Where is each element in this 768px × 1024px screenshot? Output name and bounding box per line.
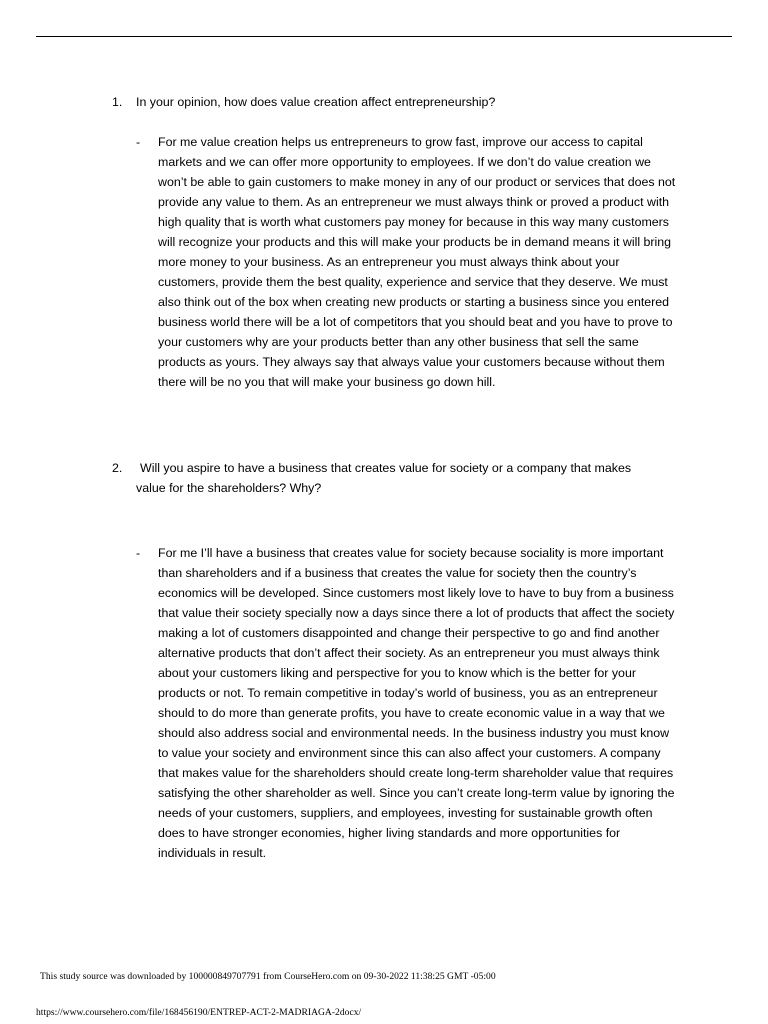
download-source-notice: This study source was downloaded by 100000849707791 from CourseHero.com on 09-30-2022 11:38:25 GMT -05:00: [40, 971, 496, 982]
question-1: [112, 92, 672, 112]
question-text: In your opinion, how does value creation affect entrepreneurship?: [136, 95, 496, 109]
source-url[interactable]: https://www.coursehero.com/file/168456190/ENTREP-ACT-2-MADRIAGA-2docx/: [36, 1007, 362, 1018]
answer-text: For me value creation helps us entrepreneurs to grow fast, improve our access to capital markets and we can offer more opportunity to employees. If we don’t do value creation we won’t be able to gain customers to make money in any of our product or services that does not provide any value to them. As an entrepreneur we must always think or proved a product with high quality that is worth what customers pay money for because in this way many customers will recognize your products and this will make your products be in demand means it will bring more money to your business. As an entrepreneur you must always think about your customers, provide them the best quality, experience and service that they deserve. We must also think out of the box when creating new products or starting a business since you entered business world there will be a lot of competitors that you should beat and you have to prove to your customers why are your products better than any other business that sell the same products as yours. They always say that always value your customers because without them there will be no you that will make your business go down hill.: [158, 135, 676, 389]
answer-text: For me I’ll have a business that creates value for society because sociality is more important than shareholders and if a business that creates the value for society then the country’s economics will be developed. Since customers most likely love to have to buy from a business that value their society specially now a days since there a lot of products that affect the society making a lot of customers disappointed and change their perspective to go and find another alternative products that don’t affect their society. As an entrepreneur you must always think about your customers liking and perspective for you to know which is the better for your products or not. To remain competitive in today’s world of business, you as an entrepreneur should to do more than generate profits, you have to create economic value in a way that we should also address social and environmental needs. In the business industry you must know to value your society and environment since this can also affect your customers. A company that makes value for the shareholders should create long-term shareholder value that requires satisfying the other shareholder as well. Since you can’t create long-term value by ignoring the needs of your customers, suppliers, and employees, investing for sustainable growth often does to have stronger economies, higher living standards and more opportunities for individuals in result.: [158, 546, 675, 860]
question-number: 2.: [112, 461, 123, 475]
question-number: 1.: [112, 95, 123, 109]
answer-bullet: -: [136, 135, 141, 149]
question-text: Will you aspire to have a business that creates value for society or a company that makes value for the shareholders? Why?: [136, 461, 632, 495]
answer-bullet: -: [136, 546, 141, 560]
question-2: [112, 458, 672, 495]
top-rule: [36, 36, 732, 37]
